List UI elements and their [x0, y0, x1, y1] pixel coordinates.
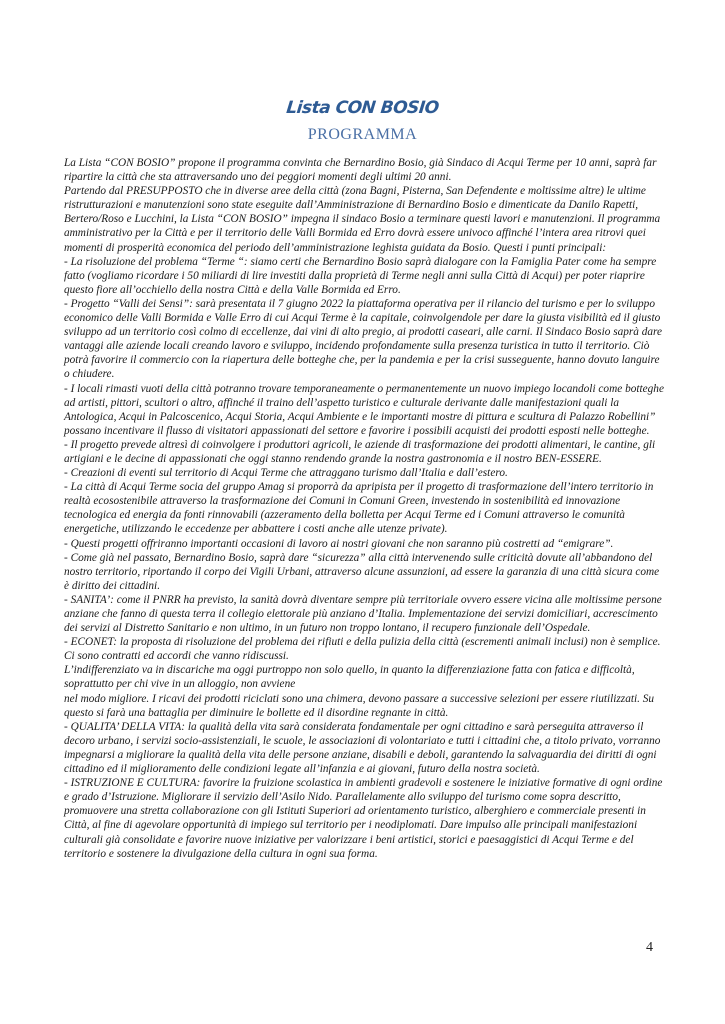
paragraph-sicurezza: - Come già nel passato, Bernardino Bosio, saprà dare “sicurezza” alla città intervenendo sulle criticità dovute all’abbandono del nostro territorio, riportando il corpo dei Vigili Urbani, attraverso alcune assunzioni, ad essere la garanzia di una città sicura come è diritto dei cittadini. [64, 551, 660, 592]
paragraph-econet: - ECONET: la proposta di risoluzione del problema dei rifiuti e della pulizia della città (escrementi animali inclusi) non è semplice. Ci sono contratti ed accordi che vanno ridiscussi. [64, 636, 661, 663]
document-subtitle: PROGRAMMA [307, 126, 418, 143]
paragraph-eventi: - Creazioni di eventi sul territorio di Acqui Terme che attraggano turismo dall’Italia e dall’estero. [64, 467, 508, 480]
program-body [64, 156, 664, 861]
paragraph-valli-dei-sensi: - Progetto “Valli dei Sensi”: sarà presentata il 7 giugno 2022 la piattaforma operativa per il rilancio del turismo e per lo sviluppo economico delle Valli Bormida e Valle Erro di cui Acqui Terme è la capitale, coinvolgendole per dare la giusta visibilità ed il giusto sviluppo ad un territorio così colmo di eccellenze, dai vini di alto pregio, ai prodotti caseari, alle carni. Il Sindaco Bosio saprà dare vantaggi alle aziende locali creando lavoro e sviluppo, incidendo profondamente sulla presenza turistica in tutto il territorio. Ciò potrà favorire il commercio con la riapertura delle botteghe che, per la pandemia e per la crisi susseguente, hanno dovuto languire o chiudere. [64, 297, 663, 381]
paragraph-intro: La Lista “CON BOSIO” propone il programma convinta che Bernardino Bosio, già Sindaco di Acqui Terme per 10 anni, saprà far ripartire la città che sta attraversando uno dei peggiori momenti degli ultimi 20 anni. [64, 157, 657, 184]
paragraph-terme: - La risoluzione del problema “Terme “: siamo certi che Bernardino Bosio saprà dialogare con la Famiglia Pater come ha sempre fatto (vogliamo ricordare i 50 miliardi di lire investiti dalla proprietà di Terme negli anni sulla Città di Acqui) per poter riaprire questo fiore all’occhiello della nostra Città e della Valle Bormida ed Erro. [64, 255, 657, 296]
paragraph-lavoro-giovani: - Questi progetti offriranno importanti occasioni di lavoro ai nostri giovani che non saranno più costretti ad “emigrare”. [64, 537, 614, 550]
paragraph-premise: Partendo dal PRESUPPOSTO che in diverse aree della città (zona Bagni, Pisterna, San Defendente e moltissime altre) le ultime ristrutturazioni e manutenzioni sono state eseguite dall’Amministrazione di Bernardino Bosio e dimenticate da Danilo Rapetti, Bertero/Roso e Lucchini, la Lista “CON BOSIO” impegna il sindaco Bosio a terminare questi lavori e manutenzioni. Il programma amministrativo per la Città e per il territorio delle Valli Bormida ed Erro dovrà essere univoco affinché l’intera area ritrovi quei momenti di prosperità economica del periodo dell’amministrazione leghista guidata da Bosio. Questi i punti principali: [64, 185, 661, 254]
paragraph-locali-vuoti: - I locali rimasti vuoti della città potranno trovare temporaneamente o permanentemente un nuovo impiego locandoli come botteghe ad artisti, pittori, scultori o altro, affinché il traino dell’aspetto turistico e culturale derivante dalle manifestazioni quali la Antologica, Acqui in Palcoscenico, Acqui Storia, Acqui Ambiente e le importanti mostre di pittura e scultura di Palazzo Robellini” possano incentivare il flusso di visitatori appassionati del settore e favorire i possibili acquisti dei prodotti esposti nelle botteghe. [64, 382, 664, 437]
paragraph-qualita-vita: - QUALITA’ DELLA VITA: la qualità della vita sarà considerata fondamentale per ogni cittadino e sarà perseguita attraverso il decoro urbano, i servizi socio-assistenziali, le scuole, le associazioni di volontariato e tutti i cittadini che, a titolo privato, vorranno impegnarsi a migliorare la qualità della vita delle persone anziane, disabili e deboli, garantendo la salvaguardia dei diritti di ogni cittadino ed il miglioramento delle condizioni legate all’infanzia e ai giovani, futuro della nostra società. [64, 720, 661, 776]
paragraph-istruzione-cultura: - ISTRUZIONE E CULTURA: favorire la fruizione scolastica in ambienti gradevoli e sostenere le iniziative formative di ogni ordine e grado d’Istruzione. Migliorare il servizio dell’Asilo Nido. Parallelamente allo sviluppo del turismo come sopra descritto, promuovere una stretta collaborazione con gli Istituti Superiori ad orientamento turistico, alberghiero e commerciale presenti in Città, al fine di agevolare opportunità di impiego sul territorio per i neodiplomati. Dare impulso alle principali manifestazioni culturali già consolidate e favorire nuove iniziative per valorizzare i beni artistici, storici e paesaggistici di Acqui Terme e del territorio e sostenere la divulgazione della cultura in ogni sua forma. [64, 777, 663, 860]
document-title: Lista CON BOSIO [285, 98, 440, 118]
paragraph-riciclo: nel modo migliore. I ricavi dei prodotti riciclati sono una chimera, devono passare a successive selezioni per essere riutilizzati. Su questo si farà una battaglia per diminuire le bollette ed il disordine regnante in città. [64, 692, 655, 719]
paragraph-amag: - La città di Acqui Terme socia del gruppo Amag si proporrà da apripista per il progetto di trasformazione dell’intero territorio in realtà ecosostenibile attraverso la trasformazione dei Comuni in Comuni Green, investendo in sostenibilità ed innovazione tecnologica ed energia da fonti rinnovabili (azzeramento della bolletta per Acqui Terme ed i Comuni attraverso le comunità energetiche, utilizzando le eccedenze per abbattere i costi anche alle utenze private). [64, 481, 654, 536]
paragraph-produttori: - Il progetto prevede altresì di coinvolgere i produttori agricoli, le aziende di trasformazione dei prodotti alimentari, le cantine, gli artigiani e le decine di appassionati che oggi stanno rendendo grande la nostra gastronomia e il nostro BEN-ESSERE. [64, 438, 656, 465]
paragraph-indifferenziato: L’indifferenziato va in discariche ma oggi purtroppo non solo quello, in quanto la differenziazione fatta con fatica e difficoltà, soprattutto per chi vive in un alloggio, non avviene [64, 664, 635, 691]
page-number: 4 [646, 940, 653, 955]
paragraph-sanita: - SANITA’: come il PNRR ha previsto, la sanità dovrà diventare sempre più territoriale ovvero essere vicina alle moltissime persone anziane che fanno di questa terra il collegio elettorale più anziano d’Italia. Implementazione dei servizi domiciliari, accrescimento dei servizi al Distretto Sanitario e non ultimo, in un futuro non troppo lontano, il recupero funzionale dell’Ospedale. [64, 593, 662, 635]
